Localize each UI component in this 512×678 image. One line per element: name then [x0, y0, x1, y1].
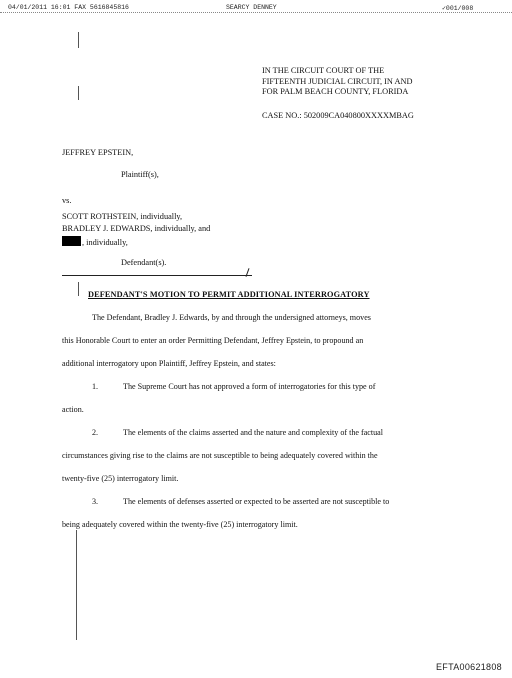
- item-number: 1.: [92, 382, 99, 391]
- versus-label: vs.: [62, 196, 72, 205]
- defendant-name: SCOTT ROTHSTEIN, individually,: [62, 212, 183, 221]
- item-line: The elements of defenses asserted or expected to be asserted are not susceptible to: [123, 497, 390, 506]
- intro-line: The Defendant, Bradley J. Edwards, by and through the undersigned attorneys, moves: [92, 313, 371, 322]
- motion-title: DEFENDANT'S MOTION TO PERMIT ADDITIONAL INTERROGATORY: [88, 290, 370, 299]
- item-line: twenty-five (25) interrogatory limit.: [62, 474, 179, 483]
- court-line: FIFTEENTH JUDICIAL CIRCUIT, IN AND: [262, 76, 413, 86]
- item-line: The Supreme Court has not approved a form of interrogatories for this type of: [123, 382, 376, 391]
- plaintiff-role: Plaintiff(s),: [121, 170, 159, 179]
- scan-mark: [78, 32, 79, 48]
- item-number: 2.: [92, 428, 99, 437]
- fax-header-rule: [0, 12, 512, 13]
- intro-line: this Honorable Court to enter an order Permitting Defendant, Jeffrey Epstein, to propound an: [62, 336, 364, 345]
- fax-datetime: 04/01/2011 16:01 FAX 5616845816: [8, 4, 129, 11]
- scan-mark: [78, 86, 79, 100]
- defendant-name: BRADLEY J. EDWARDS, individually, and: [62, 224, 211, 233]
- item-line: circumstances giving rise to the claims are not susceptible to being adequately covered within the: [62, 451, 378, 460]
- caption-rule: [62, 275, 252, 276]
- case-number: CASE NO.: 502009CA040800XXXXMBAG: [262, 111, 414, 120]
- intro-line: additional interrogatory upon Plaintiff, Jeffrey Epstein, and states:: [62, 359, 276, 368]
- fax-sender: SEARCY DENNEY: [226, 4, 277, 11]
- defendant-role: Defendant(s).: [121, 258, 167, 267]
- item-line: The elements of the claims asserted and the nature and complexity of the factual: [123, 428, 384, 437]
- item-number: 3.: [92, 497, 99, 506]
- plaintiff-name: JEFFREY EPSTEIN,: [62, 148, 134, 157]
- scan-mark: [76, 530, 77, 640]
- item-line: being adequately covered within the twenty-five (25) interrogatory limit.: [62, 520, 298, 529]
- redaction-box: [62, 236, 81, 246]
- fax-page-number: ✓001/008: [442, 5, 474, 12]
- court-line: FOR PALM BEACH COUNTY, FLORIDA: [262, 87, 409, 96]
- court-heading: [262, 66, 413, 98]
- court-line: IN THE CIRCUIT COURT OF THE: [262, 66, 385, 75]
- defendant-name-suffix: , individually,: [82, 238, 128, 247]
- item-line: action.: [62, 405, 84, 414]
- document-id: EFTA00621808: [436, 662, 502, 672]
- defendant-name-redacted: [62, 236, 128, 248]
- scan-mark: [78, 282, 79, 296]
